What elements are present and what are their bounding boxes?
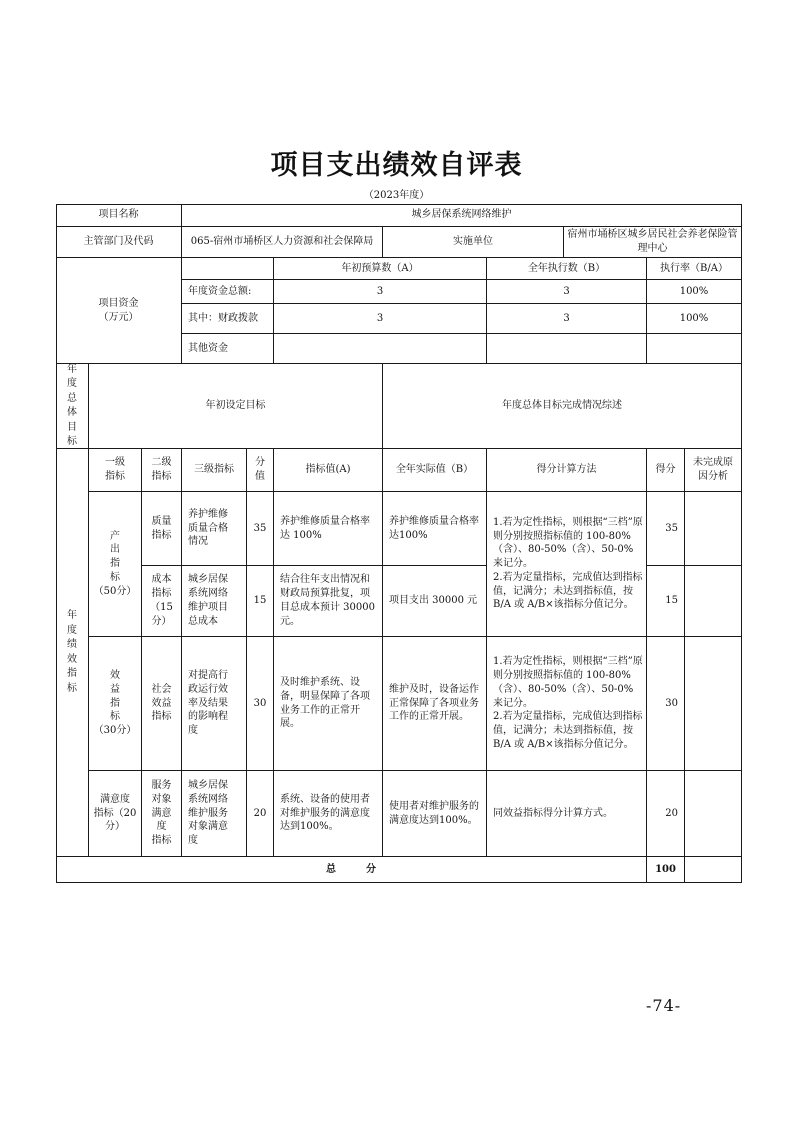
satisfaction-indicators-label: 满意度 指标（20 分） [89,771,142,857]
fiscal-funds-b: 3 [487,304,647,334]
table-row: 城乡居保 系统网络 维护服务 对象满意 度 [182,771,247,857]
table-row [685,566,742,637]
fiscal-funds-rate: 100% [647,304,742,334]
table-row: 项目支出 30000 元 [383,566,487,637]
annual-goal-side-label: 年 度 总 体 目 标 [56,364,89,449]
table-row: 养护维修 质量合格 情况 [182,492,247,566]
other-funds-a [274,334,487,364]
table-row: 城乡居保 系统网络 维护项目 总成本 [182,566,247,637]
table-row: 20 [647,771,685,857]
target-value-header: 指标值(A) [274,449,383,492]
implementing-unit-value: 宿州市埇桥区城乡居民社会养老保险管理中心 [564,227,742,258]
level1-header: 一级 指标 [89,449,142,492]
fiscal-funds-label: 其中：财政拨款 [182,304,274,334]
table-row: 结合往年支出情况和财政局预算批复，项目总成本预计 30000元。 [274,566,383,637]
scoring-method-text: 1.若为定性指标，则根据“三档”原则分别按照指标值的 100-80%（含）、80-50%（含）、50-0%来记分。 2.若为定量指标，完成值达到指标值，记满分；未达到指标值，按 B/A 或 A/B×该指标分值记分。 [487,637,647,771]
execution-rate-header: 执行率（B/A） [647,258,742,280]
budget-a-header: 年初预算数（A） [274,258,487,280]
scoring-method-header: 得分计算方法 [487,449,647,492]
project-funds-label: 项目资金 （万元） [56,258,182,364]
reason-header: 未完成原 因分析 [685,449,742,492]
table-row: 维护及时，设备运作正常保障了各项业务工作的正常开展。 [383,637,487,771]
other-funds-label: 其他资金 [182,334,274,364]
table-row: 养护维修质量合格率达 100% [274,492,383,566]
fiscal-funds-a: 3 [274,304,487,334]
project-name-label: 项目名称 [56,204,182,227]
implementing-unit-label: 实施单位 [383,227,564,258]
page-title: 项目支出绩效自评表 [270,150,523,181]
benefit-indicators-label: 效 益 指 标 （30分） [89,637,142,771]
total-funds-a: 3 [274,280,487,304]
table-row: 养护维修质量合格率达100% [383,492,487,566]
goal-summary-label: 年度总体目标完成情况综述 [383,364,742,449]
executed-b-header: 全年执行数（B） [487,258,647,280]
score-header: 得分 [647,449,685,492]
total-funds-label: 年度资金总额: [182,280,274,304]
table-row: 20 [247,771,274,857]
table-row: 35 [247,492,274,566]
scoring-method-text: 1.若为定性指标，则根据“三档”原则分别按照指标值的 100-80%（含）、80-50%（含）、50-0%来记分。 2.若为定量指标，完成值达到指标值，记满分；未达到指标值，按 B/A 或 A/B×该指标分值记分。 [487,492,647,637]
project-name-value: 城乡居保系统网络维护 [182,204,742,227]
actual-value-header: 全年实际值（B） [383,449,487,492]
table-row: 30 [247,637,274,771]
initial-goal-label: 年初设定目标 [89,364,383,449]
level2-header: 二级 指标 [142,449,182,492]
table-row: 服务 对象 满意 度 指标 [142,771,182,857]
table-row: 对提高行 政运行效 率及结果 的影响程 度 [182,637,247,771]
table-row: 35 [647,492,685,566]
total-funds-b: 3 [487,280,647,304]
other-funds-b [487,334,647,364]
total-reason-blank [685,857,742,883]
performance-indicators-side-label: 年 度 绩 效 指 标 [56,449,89,857]
table-row: 系统、设备的使用者对维护服务的满意度达到100%。 [274,771,383,857]
table-row [685,492,742,566]
report-year: （2023年度） [363,190,430,201]
total-score-value: 100 [647,857,685,883]
table-row: 同效益指标得分计算方式。 [487,771,647,857]
department-label: 主管部门及代码 [56,227,182,258]
table-row: 社会 效益 指标 [142,637,182,771]
table-row: 使用者对维护服务的满意度达到100%。 [383,771,487,857]
table-row: 成本 指标 （15 分） [142,566,182,637]
department-value: 065-宿州市埇桥区人力资源和社会保障局 [182,227,383,258]
page-number: -74- [646,996,682,1015]
total-funds-rate: 100% [647,280,742,304]
score-value-header: 分 值 [247,449,274,492]
output-indicators-label: 产 出 指 标 （50分） [89,492,142,637]
other-funds-rate [647,334,742,364]
table-row: 质量 指标 [142,492,182,566]
table-row: 及时维护系统、设备，明显保障了各项业务工作的正常开展。 [274,637,383,771]
level3-header: 三级指标 [182,449,247,492]
funds-header-blank [182,258,274,280]
table-row: 30 [647,637,685,771]
table-row: 15 [647,566,685,637]
total-score-label: 总 分 [56,857,647,883]
table-row [685,771,742,857]
table-row: 15 [247,566,274,637]
table-row [685,637,742,771]
